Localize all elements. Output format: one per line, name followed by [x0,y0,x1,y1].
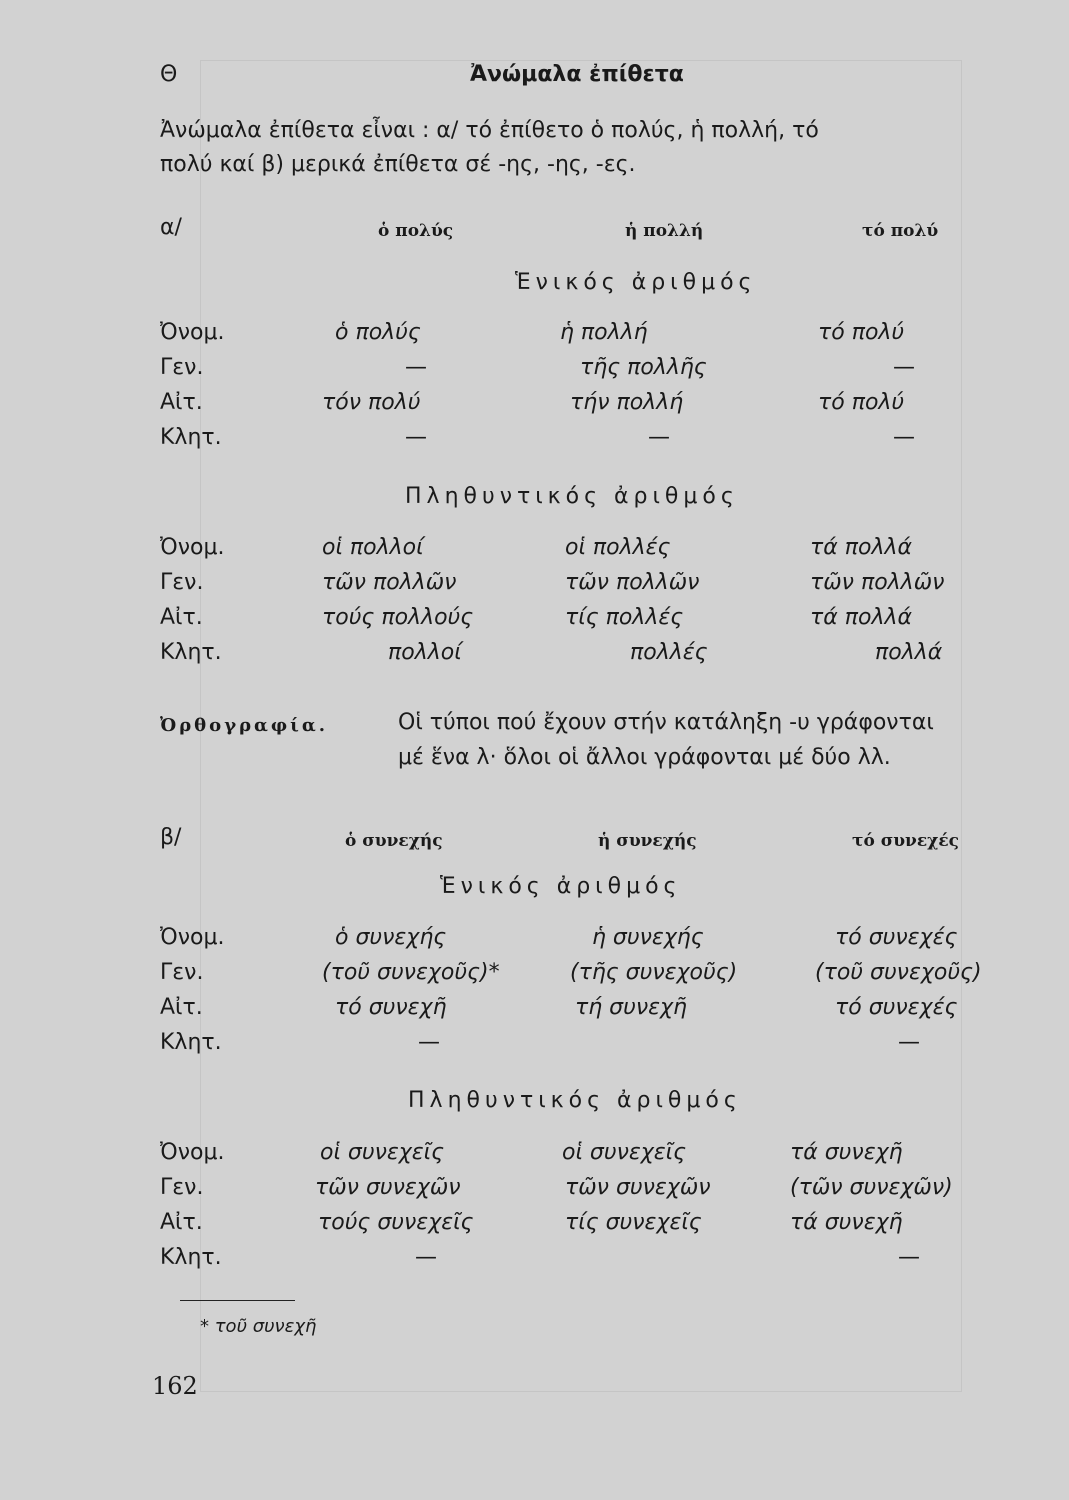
case-label: Γεν. [160,355,204,380]
form-masc: — [418,1030,440,1055]
form-fem: τῆς πολλῆς [580,355,707,380]
form-fem: ἡ συνεχής [592,925,704,950]
case-label: Αἰτ. [160,995,203,1020]
form-masc: τῶν συνεχῶν [315,1175,461,1200]
part-a-plural-label: Πληθυντικός ἀριθμός [405,484,739,509]
section-letter: Θ [160,62,178,87]
case-label: Αἰτ. [160,1210,203,1235]
case-label: Γεν. [160,960,204,985]
case-label: Γεν. [160,1175,204,1200]
form-fem: (τῆς συνεχοῦς) [570,960,738,985]
form-masc: οἱ πολλοί [322,535,424,560]
form-masc: τούς πολλούς [322,605,474,630]
form-fem: πολλές [630,640,708,665]
part-b-plural-label: Πληθυντικός ἀριθμός [408,1088,742,1113]
form-masc: (τοῦ συνεχοῦς)* [322,960,500,985]
case-label: Κλητ. [160,1245,222,1270]
part-a-marker: α/ [160,215,182,240]
form-neut: τά συνεχῆ [790,1140,903,1165]
case-label: Ὀνομ. [160,1140,225,1165]
part-a-singular-label: Ἑνικός ἀριθμός [515,270,757,295]
form-fem: τίς πολλές [565,605,684,630]
orthography-line-2: μέ ἕνα λ· ὅλοι οἱ ἄλλοι γράφονται μέ δύο λλ. [398,745,891,770]
case-label: Γεν. [160,570,204,595]
form-masc: τό συνεχῆ [335,995,447,1020]
part-a-form-n: τό πολύ [862,221,939,241]
form-masc: ὁ συνεχής [335,925,447,950]
orthography-label: Ὀρθογραφία. [160,715,329,736]
page-title: Ἀνώμαλα ἐπίθετα [470,62,684,87]
form-fem: τήν πολλή [570,390,684,415]
form-fem: τῶν πολλῶν [565,570,700,595]
form-neut: — [893,425,915,450]
part-b-form-n: τό συνεχές [852,831,960,851]
part-a-form-f: ἡ πολλή [625,221,704,241]
form-fem: τή συνεχῆ [575,995,687,1020]
form-neut: — [898,1030,920,1055]
footnote-rule [180,1300,295,1301]
form-masc: πολλοί [388,640,462,665]
form-neut: τά συνεχῆ [790,1210,903,1235]
form-fem: τίς συνεχεῖς [565,1210,702,1235]
form-masc: ὁ πολύς [335,320,421,345]
form-neut: τό πολύ [818,390,905,415]
form-masc: — [415,1245,437,1270]
form-fem: οἱ πολλές [565,535,671,560]
form-masc: — [405,425,427,450]
form-fem: οἱ συνεχεῖς [562,1140,687,1165]
form-masc: τούς συνεχεῖς [318,1210,474,1235]
part-a-form-m: ὁ πολύς [378,221,454,241]
form-neut: (τοῦ συνεχοῦς) [815,960,982,985]
form-neut: (τῶν συνεχῶν) [790,1175,953,1200]
form-fem: τῶν συνεχῶν [565,1175,711,1200]
form-neut: πολλά [875,640,943,665]
footnote: * τοῦ συνεχῆ [200,1316,317,1337]
case-label: Κλητ. [160,1030,222,1055]
case-label: Αἰτ. [160,390,203,415]
form-neut: τό συνεχές [835,925,958,950]
intro-line-2: πολύ καί β) μερικά ἐπίθετα σέ -ης, -ης, -ες. [160,152,636,177]
form-neut: τά πολλά [810,605,912,630]
case-label: Αἰτ. [160,605,203,630]
case-label: Κλητ. [160,425,222,450]
orthography-line-1: Οἱ τύποι πού ἔχουν στήν κατάληξη -υ γράφονται [398,710,934,735]
part-b-singular-label: Ἑνικός ἀριθμός [440,874,682,899]
case-label: Ὀνομ. [160,535,225,560]
case-label: Ὀνομ. [160,925,225,950]
form-masc: οἱ συνεχεῖς [320,1140,445,1165]
form-masc: τῶν πολλῶν [322,570,457,595]
part-b-marker: β/ [160,825,182,850]
part-b-form-m: ὁ συνεχής [345,831,443,851]
case-label: Κλητ. [160,640,222,665]
part-b-form-f: ἡ συνεχής [598,831,697,851]
case-label: Ὀνομ. [160,320,225,345]
form-neut: τό πολύ [818,320,905,345]
form-neut: τό συνεχές [835,995,958,1020]
page-number: 162 [152,1372,198,1400]
form-neut: τά πολλά [810,535,912,560]
form-fem: — [648,425,670,450]
form-fem: ἡ πολλή [560,320,648,345]
form-neut: — [898,1245,920,1270]
intro-line-1: Ἀνώμαλα ἐπίθετα εἶναι : α/ τό ἐπίθετο ὁ πολύς, ἡ πολλή, τό [160,118,819,143]
form-masc: τόν πολύ [322,390,421,415]
form-neut: — [893,355,915,380]
form-neut: τῶν πολλῶν [810,570,945,595]
form-masc: — [405,355,427,380]
